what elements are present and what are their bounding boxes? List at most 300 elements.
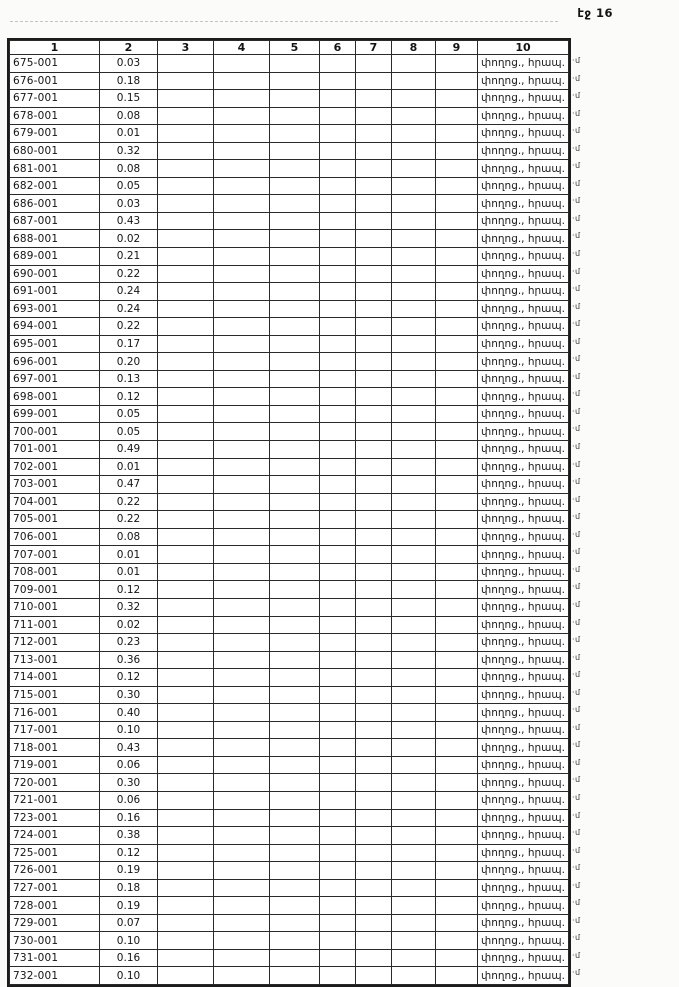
margin-note: ·մ [572,564,581,574]
empty-cell [158,248,214,266]
table-row [10,704,569,722]
empty-cell [214,441,270,459]
row-id-cell: 682-001 [10,177,100,195]
empty-cell [158,177,214,195]
table-row [10,827,569,845]
table-row [10,177,569,195]
empty-cell [392,230,436,248]
empty-cell [392,563,436,581]
empty-cell [356,949,392,967]
empty-cell [436,756,478,774]
row-id-cell: 699-001 [10,405,100,423]
note-cell: փողոց., հրապ. [478,370,569,388]
empty-cell [214,283,270,301]
table-row [10,458,569,476]
empty-cell [214,669,270,687]
empty-cell [214,827,270,845]
empty-cell [214,405,270,423]
margin-note: ·մ [572,371,581,381]
row-id-cell: 687-001 [10,212,100,230]
empty-cell [214,90,270,108]
header-row [10,41,569,55]
empty-cell [270,125,320,143]
margin-note: ·մ [572,599,581,609]
empty-cell [158,423,214,441]
empty-cell [320,125,356,143]
row-id-cell: 704-001 [10,493,100,511]
empty-cell [158,230,214,248]
table-row [10,248,569,266]
empty-cell [270,774,320,792]
margin-note: ·մ [572,319,581,329]
note-cell: փողոց., հրապ. [478,160,569,178]
empty-cell [392,458,436,476]
empty-cell [320,634,356,652]
empty-cell [356,248,392,266]
empty-cell [356,598,392,616]
note-cell: փողոց., հրապ. [478,300,569,318]
empty-cell [270,230,320,248]
row-id-cell: 686-001 [10,195,100,213]
empty-cell [356,756,392,774]
empty-cell [436,248,478,266]
margin-note: ·մ [572,652,581,662]
empty-cell [436,651,478,669]
empty-cell [320,195,356,213]
empty-cell [214,335,270,353]
empty-cell [270,493,320,511]
value-cell: 0.10 [100,721,158,739]
margin-note: ·մ [572,442,581,452]
table-row [10,90,569,108]
empty-cell [158,809,214,827]
margin-note: ·մ [572,354,581,364]
empty-cell [214,879,270,897]
note-cell: փողոց., հրապ. [478,125,569,143]
value-cell: 0.21 [100,248,158,266]
empty-cell [158,72,214,90]
empty-cell [436,230,478,248]
empty-cell [214,142,270,160]
empty-cell [270,686,320,704]
empty-cell [158,967,214,985]
table-row [10,318,569,336]
empty-cell [270,511,320,529]
value-cell: 0.10 [100,967,158,985]
empty-cell [320,160,356,178]
margin-notes-column [572,52,581,982]
empty-cell [356,318,392,336]
column-header: 3 [158,41,214,55]
table-row [10,335,569,353]
value-cell: 0.16 [100,949,158,967]
empty-cell [158,651,214,669]
note-cell: փողոց., հրապ. [478,721,569,739]
empty-cell [320,774,356,792]
empty-cell [356,405,392,423]
empty-cell [356,476,392,494]
table-row [10,669,569,687]
empty-cell [320,177,356,195]
empty-cell [270,370,320,388]
empty-cell [436,511,478,529]
row-id-cell: 691-001 [10,283,100,301]
table-row [10,774,569,792]
empty-cell [214,318,270,336]
table-row [10,265,569,283]
empty-cell [436,125,478,143]
empty-cell [214,791,270,809]
margin-note: ·մ [572,933,581,943]
empty-cell [436,353,478,371]
value-cell: 0.06 [100,791,158,809]
empty-cell [270,283,320,301]
empty-cell [356,125,392,143]
value-cell: 0.02 [100,230,158,248]
empty-cell [392,546,436,564]
empty-cell [320,90,356,108]
value-cell: 0.24 [100,283,158,301]
empty-cell [158,932,214,950]
empty-cell [356,230,392,248]
empty-cell [158,721,214,739]
value-cell: 0.43 [100,739,158,757]
empty-cell [214,914,270,932]
empty-cell [158,616,214,634]
note-cell: փողոց., հրապ. [478,283,569,301]
table-row [10,739,569,757]
page-number-label: էջ 16 [577,6,613,20]
note-cell: փողոց., հրապ. [478,967,569,985]
table-row [10,616,569,634]
empty-cell [214,423,270,441]
note-cell: փողոց., հրապ. [478,774,569,792]
row-id-cell: 712-001 [10,634,100,652]
empty-cell [270,423,320,441]
empty-cell [356,142,392,160]
empty-cell [320,967,356,985]
empty-cell [270,616,320,634]
empty-cell [270,300,320,318]
value-cell: 0.02 [100,616,158,634]
margin-note: ·մ [572,828,581,838]
margin-note: ·մ [572,898,581,908]
margin-note: ·մ [572,196,581,206]
empty-cell [320,827,356,845]
row-id-cell: 693-001 [10,300,100,318]
empty-cell [320,493,356,511]
empty-cell [158,195,214,213]
empty-cell [270,212,320,230]
empty-cell [158,458,214,476]
empty-cell [270,388,320,406]
margin-note: ·մ [572,108,581,118]
row-id-cell: 710-001 [10,598,100,616]
empty-cell [436,932,478,950]
margin-note: ·մ [572,792,581,802]
empty-cell [392,914,436,932]
note-cell: փողոց., հրապ. [478,405,569,423]
note-cell: փողոց., հրապ. [478,598,569,616]
note-cell: փողոց., հրապ. [478,862,569,880]
empty-cell [158,318,214,336]
empty-cell [320,55,356,73]
value-cell: 0.30 [100,774,158,792]
margin-note: ·մ [572,284,581,294]
empty-cell [158,598,214,616]
empty-cell [356,265,392,283]
table-row [10,967,569,985]
margin-note: ·մ [572,757,581,767]
note-cell: փողոց., հրապ. [478,739,569,757]
empty-cell [158,283,214,301]
empty-cell [356,528,392,546]
empty-cell [320,809,356,827]
table-row [10,862,569,880]
row-id-cell: 716-001 [10,704,100,722]
empty-cell [356,651,392,669]
empty-cell [158,914,214,932]
empty-cell [270,809,320,827]
table-body [10,55,569,985]
note-cell: փողոց., հրապ. [478,388,569,406]
empty-cell [158,353,214,371]
empty-cell [270,160,320,178]
empty-cell [158,142,214,160]
note-cell: փողոց., հրապ. [478,142,569,160]
table-row [10,370,569,388]
empty-cell [392,967,436,985]
table-row [10,212,569,230]
empty-cell [270,546,320,564]
empty-cell [320,335,356,353]
value-cell: 0.05 [100,177,158,195]
empty-cell [214,616,270,634]
empty-cell [214,160,270,178]
empty-cell [270,318,320,336]
empty-cell [214,581,270,599]
empty-cell [320,616,356,634]
empty-cell [436,405,478,423]
note-cell: փողոց., հրապ. [478,72,569,90]
empty-cell [158,125,214,143]
empty-cell [270,791,320,809]
value-cell: 0.12 [100,388,158,406]
empty-cell [392,616,436,634]
empty-cell [214,546,270,564]
value-cell: 0.32 [100,598,158,616]
empty-cell [356,370,392,388]
empty-cell [356,827,392,845]
empty-cell [270,458,320,476]
margin-note: ·մ [572,775,581,785]
margin-note: ·մ [572,635,581,645]
empty-cell [356,809,392,827]
empty-cell [270,704,320,722]
margin-note: ·մ [572,915,581,925]
empty-cell [320,230,356,248]
empty-cell [392,160,436,178]
empty-cell [392,72,436,90]
empty-cell [214,704,270,722]
value-cell: 0.08 [100,107,158,125]
empty-cell [214,721,270,739]
empty-cell [392,598,436,616]
note-cell: փողոց., հրապ. [478,756,569,774]
empty-cell [392,581,436,599]
table-row [10,72,569,90]
empty-cell [214,493,270,511]
empty-cell [356,493,392,511]
value-cell: 0.12 [100,669,158,687]
table-row [10,353,569,371]
empty-cell [392,493,436,511]
margin-note: ·մ [572,406,581,416]
empty-cell [214,388,270,406]
table-row [10,598,569,616]
empty-cell [356,160,392,178]
note-cell: փողոց., հրապ. [478,546,569,564]
empty-cell [214,230,270,248]
table-row [10,686,569,704]
empty-cell [436,669,478,687]
note-cell: փողոց., հրապ. [478,563,569,581]
row-id-cell: 703-001 [10,476,100,494]
note-cell: փողոց., հրապ. [478,809,569,827]
empty-cell [158,827,214,845]
empty-cell [158,90,214,108]
empty-cell [320,879,356,897]
margin-note: ·մ [572,810,581,820]
table-row [10,283,569,301]
empty-cell [436,563,478,581]
row-id-cell: 690-001 [10,265,100,283]
margin-note: ·մ [572,161,581,171]
margin-note: ·մ [572,178,581,188]
empty-cell [392,528,436,546]
margin-note: ·մ [572,670,581,680]
row-id-cell: 723-001 [10,809,100,827]
empty-cell [320,739,356,757]
empty-cell [158,581,214,599]
empty-cell [356,283,392,301]
empty-cell [270,967,320,985]
table-row [10,528,569,546]
empty-cell [392,335,436,353]
value-cell: 0.22 [100,318,158,336]
empty-cell [214,458,270,476]
value-cell: 0.05 [100,423,158,441]
table-row [10,563,569,581]
empty-cell [214,511,270,529]
empty-cell [214,563,270,581]
empty-cell [158,879,214,897]
empty-cell [214,756,270,774]
row-id-cell: 689-001 [10,248,100,266]
empty-cell [356,967,392,985]
column-header: 2 [100,41,158,55]
empty-cell [436,704,478,722]
empty-cell [214,370,270,388]
empty-cell [320,756,356,774]
empty-cell [436,967,478,985]
empty-cell [158,634,214,652]
empty-cell [320,265,356,283]
empty-cell [436,90,478,108]
empty-cell [356,177,392,195]
empty-cell [392,300,436,318]
column-header: 10 [478,41,569,55]
value-cell: 0.07 [100,914,158,932]
empty-cell [392,862,436,880]
note-cell: փողոց., հրապ. [478,949,569,967]
empty-cell [356,739,392,757]
note-cell: փողոց., հրապ. [478,90,569,108]
empty-cell [158,546,214,564]
empty-cell [356,300,392,318]
value-cell: 0.38 [100,827,158,845]
data-table [9,40,569,985]
empty-cell [392,212,436,230]
margin-note: ·մ [572,863,581,873]
empty-cell [214,598,270,616]
margin-note: ·մ [572,266,581,276]
value-cell: 0.08 [100,160,158,178]
note-cell: փողոց., հրապ. [478,932,569,950]
row-id-cell: 675-001 [10,55,100,73]
empty-cell [320,476,356,494]
table-row [10,809,569,827]
empty-cell [270,739,320,757]
empty-cell [356,441,392,459]
margin-note: ·մ [572,56,581,65]
note-cell: փողոց., հրապ. [478,914,569,932]
table-header [10,41,569,55]
empty-cell [436,721,478,739]
empty-cell [356,774,392,792]
empty-cell [436,791,478,809]
empty-cell [320,581,356,599]
note-cell: փողոց., հրապ. [478,827,569,845]
row-id-cell: 724-001 [10,827,100,845]
empty-cell [392,686,436,704]
empty-cell [270,598,320,616]
empty-cell [158,300,214,318]
column-header: 9 [436,41,478,55]
value-cell: 0.24 [100,300,158,318]
margin-note: ·մ [572,459,581,469]
value-cell: 0.22 [100,493,158,511]
empty-cell [270,879,320,897]
margin-note: ·մ [572,213,581,223]
value-cell: 0.01 [100,563,158,581]
empty-cell [214,809,270,827]
note-cell: փողոց., հրապ. [478,879,569,897]
row-id-cell: 717-001 [10,721,100,739]
empty-cell [320,458,356,476]
empty-cell [436,634,478,652]
empty-cell [436,914,478,932]
row-id-cell: 728-001 [10,897,100,915]
empty-cell [270,756,320,774]
row-id-cell: 726-001 [10,862,100,880]
empty-cell [436,388,478,406]
empty-cell [392,353,436,371]
empty-cell [356,195,392,213]
note-cell: փողոց., հրապ. [478,195,569,213]
empty-cell [158,862,214,880]
value-cell: 0.47 [100,476,158,494]
